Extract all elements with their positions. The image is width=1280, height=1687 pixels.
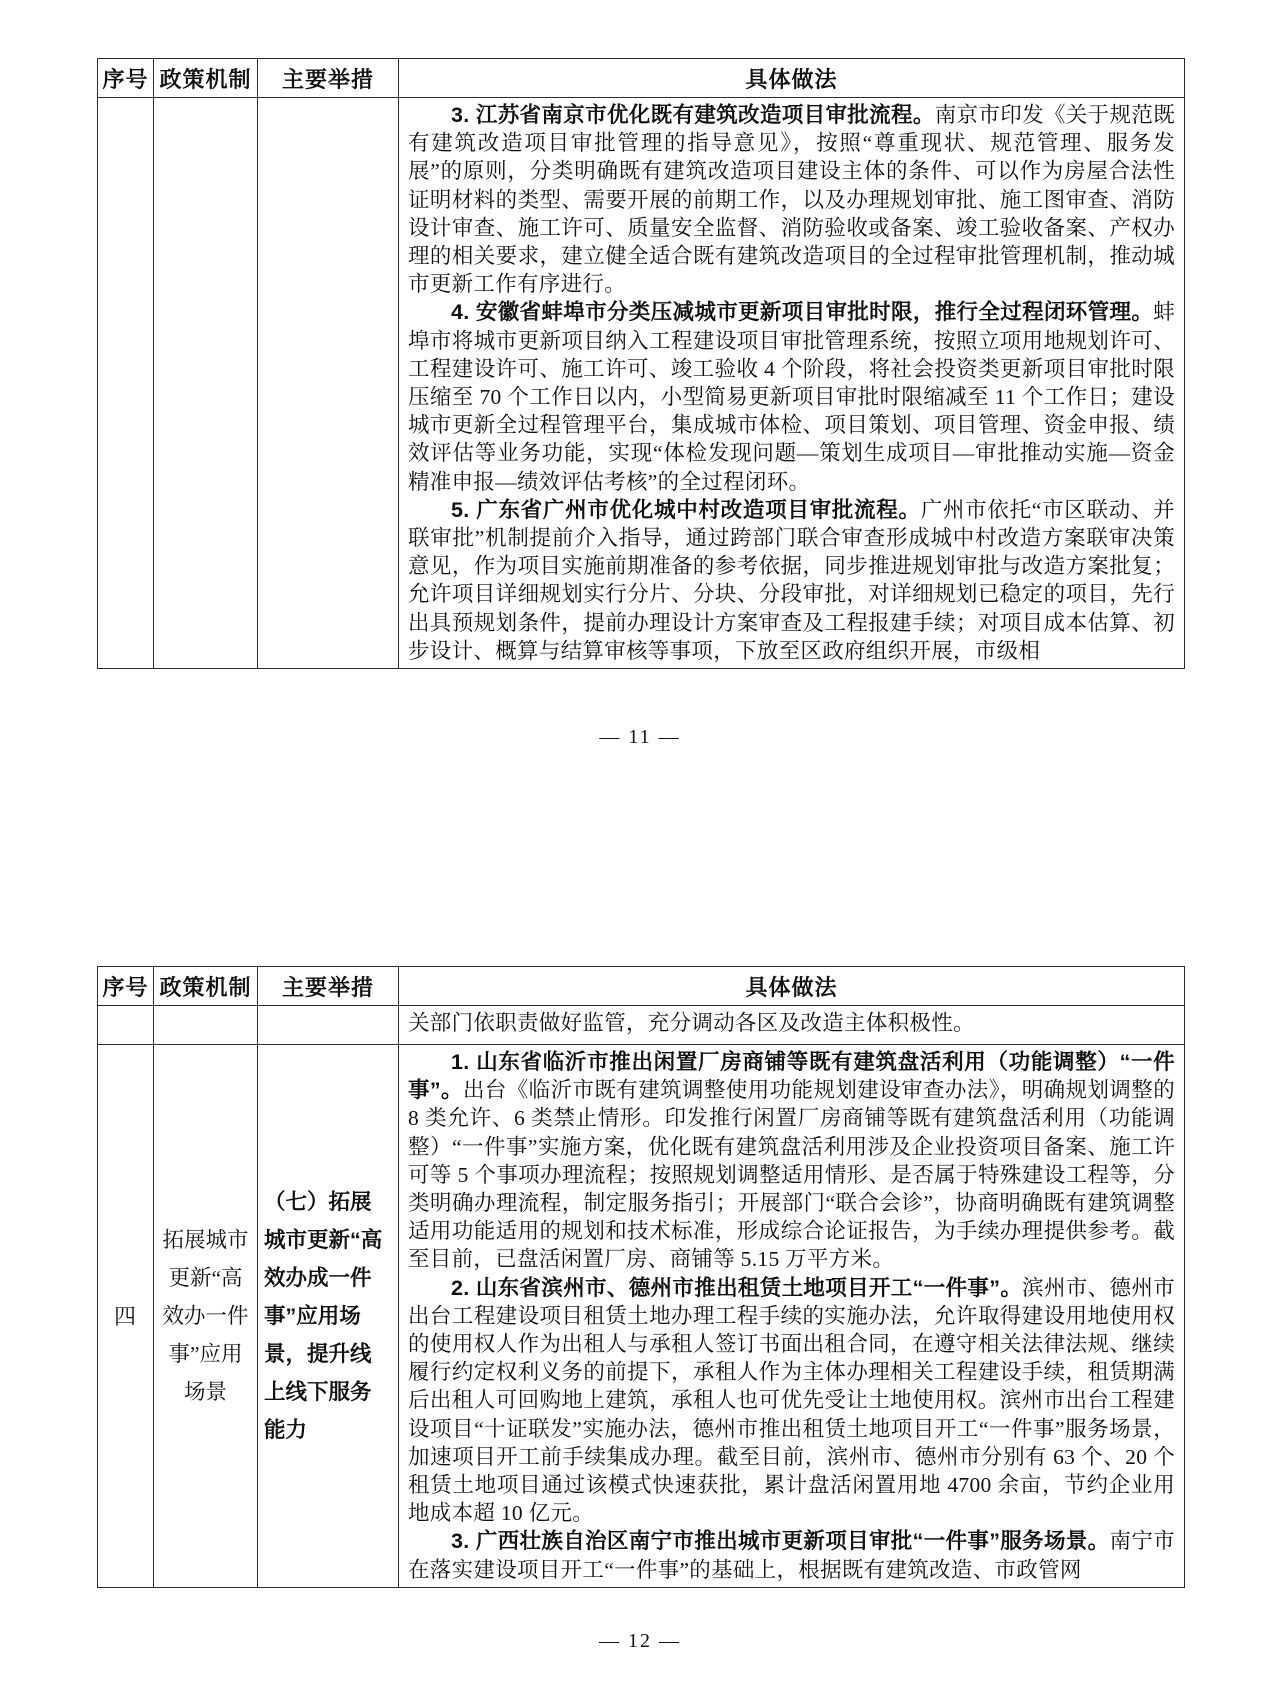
table-row bbox=[98, 98, 1185, 669]
paragraph-body: 广州市依托“市区联动、并联审批”机制提前介入指导，通过跨部门联合审查形成城中村改造方案联审决策意见，作为项目实施前期准备的参考依据，同步推进规划审批与改造方案批复；允许项目详细规划实行分片、分块、分段审批，对详细规划已稳定的项目，先行出具预规划条件，提前办理设计方案审查及工程报建手续；对项目成本估算、初步设计、概算与结算审核等事项，下放至区政府组织开展，市级相 bbox=[408, 497, 1175, 663]
paragraph-body: 南京市印发《关于规范既有建筑改造项目审批管理的指导意见》，按照“尊重现状、规范管理、服务发展”的原则，分类明确既有建筑改造项目建设主体的条件、可以作为房屋合法性证明材料的类型、需要开展的前期工作，以及办理规划审批、施工图审查、消防设计审查、施工许可、质量安全监督、消防验收或备案、竣工验收备案、产权办理的相关要求，建立健全适合既有建筑改造项目的全过程审批管理机制，推动城市更新工作有序进行。 bbox=[408, 103, 1175, 297]
paragraph-body: 南宁市在落实建设项目开工“一件事”的基础上，根据既有建筑改造、市政管网 bbox=[408, 1529, 1175, 1582]
seq-cell: 四 bbox=[98, 1045, 154, 1588]
header-detail: 具体做法 bbox=[399, 967, 1185, 1006]
policy-table-page-12 bbox=[97, 966, 1185, 1588]
paragraph-lead: 3. 广西壮族自治区南宁市推出城市更新项目审批“一件事”服务场景。 bbox=[451, 1529, 1110, 1554]
table-continuation-row bbox=[98, 1006, 1185, 1045]
table-row bbox=[98, 1045, 1185, 1588]
header-seq: 序号 bbox=[98, 967, 154, 1006]
detail-cell bbox=[399, 1045, 1185, 1588]
measure-cell: （七）拓展城市更新“高效办成一件事”应用场景，提升线上线下服务能力 bbox=[258, 1045, 399, 1588]
paragraph-body: 滨州市、德州市出台工程建设项目租赁土地办理工程手续的实施办法，允许取得建设用地使用权的使用权人作为出租人与承租人签订书面出租合同，在遵守相关法律法规、继续履行约定权利义务的前提下，承租人作为主体办理相关工程建设手续，租赁期满后出租人可回购地上建筑，承租人也可优先受让土地使用权。滨州市出台工程建设项目“十证联发”实施办法，德州市推出租赁土地项目开工“一件事”服务场景，加速项目开工前手续集成办理。截至目前，滨州市、德州市分别有 63 个、20 个租赁土地项目通过该模式快速获批，累计盘活闲置用地 4700 余亩，节约企业用地成本超 10 亿元。 bbox=[408, 1275, 1175, 1526]
paragraph-body: 出台《临沂市既有建筑调整使用功能规划建设审查办法》，明确规划调整的 8 类允许、6 类禁止情形。印发推行闲置厂房商铺等既有建筑盘活利用（功能调整）“一件事”实施方案，优化既有建筑盘活利用涉及企业投资项目备案、施工许可等 5 个事项办理流程；按照规划调整适用情形、是否属于特殊建设工程等，分类明确办理流程，制定服务指引；开展部门“联合会诊”，协商明确既有建筑调整适用功能适用的规划和技术标准，形成综合论证报告，为手续办理提供参考。截至目前，已盘活闲置厂房、商铺等 5.15 万平方米。 bbox=[408, 1078, 1175, 1272]
detail-cell bbox=[399, 98, 1185, 669]
paragraph-lead: 2. 山东省滨州市、德州市推出租赁土地项目开工“一件事”。 bbox=[451, 1275, 1023, 1300]
header-mechanism: 政策机制 bbox=[154, 59, 258, 98]
header-measure: 主要举措 bbox=[258, 59, 399, 98]
mechanism-cell-empty bbox=[154, 98, 258, 669]
table-header-row bbox=[98, 59, 1185, 98]
paragraph-lead: 5. 广东省广州市优化城中村改造项目审批流程。 bbox=[451, 497, 921, 522]
paragraph-bengbu bbox=[408, 298, 1175, 495]
paragraph-lead: 1. 山东省临沂市推出闲置厂房商铺等既有建筑盘活利用（功能调整）“一件事”。 bbox=[408, 1050, 1175, 1103]
measure-cell-empty bbox=[258, 98, 399, 669]
paragraph-lead: 4. 安徽省蚌埠市分类压减城市更新项目审批时限，推行全过程闭环管理。 bbox=[451, 300, 1154, 325]
paragraph-body: 蚌埠市将城市更新项目纳入工程建设项目审批管理系统，按照立项用地规划许可、工程建设许可、施工许可、竣工验收 4 个阶段，将社会投资类更新项目审批时限压缩至 70 个工作日以内，小型简易更新项目审批时限缩减至 11 个工作日；建设城市更新全过程管理平台，集成城市体检、项目策划、项目管理、资金申报、绩效评估等业务功能，实现“体检发现问题—策划生成项目—审批推动实施—资金精准申报—绩效评估考核”的全过程闭环。 bbox=[408, 300, 1175, 494]
policy-table-page-11 bbox=[97, 58, 1185, 669]
detail-cell-continuation bbox=[399, 1006, 1185, 1045]
header-mechanism: 政策机制 bbox=[154, 967, 258, 1006]
header-measure: 主要举措 bbox=[258, 967, 399, 1006]
page-number-11: — 11 — bbox=[599, 726, 681, 748]
paragraph-binzhou-dezhou bbox=[408, 1274, 1175, 1528]
paragraph-nanjing bbox=[408, 101, 1175, 298]
paragraph-nanning bbox=[408, 1527, 1175, 1583]
header-seq: 序号 bbox=[98, 59, 154, 98]
table-header-row bbox=[98, 967, 1185, 1006]
page-number-12: — 12 — bbox=[599, 1630, 681, 1652]
mechanism-cell-empty bbox=[154, 1006, 258, 1045]
header-detail: 具体做法 bbox=[399, 59, 1185, 98]
paragraph-continuation: 关部门依职责做好监管，充分调动各区及改造主体积极性。 bbox=[408, 1011, 975, 1035]
seq-cell-empty bbox=[98, 1006, 154, 1045]
paragraph-lead: 3. 江苏省南京市优化既有建筑改造项目审批流程。 bbox=[451, 103, 935, 127]
measure-cell-empty bbox=[258, 1006, 399, 1045]
seq-cell-empty bbox=[98, 98, 154, 669]
paragraph-guangzhou bbox=[408, 496, 1175, 665]
mechanism-cell: 拓展城市更新“高效办一件事”应用场景 bbox=[154, 1045, 258, 1588]
paragraph-linyi bbox=[408, 1048, 1175, 1274]
